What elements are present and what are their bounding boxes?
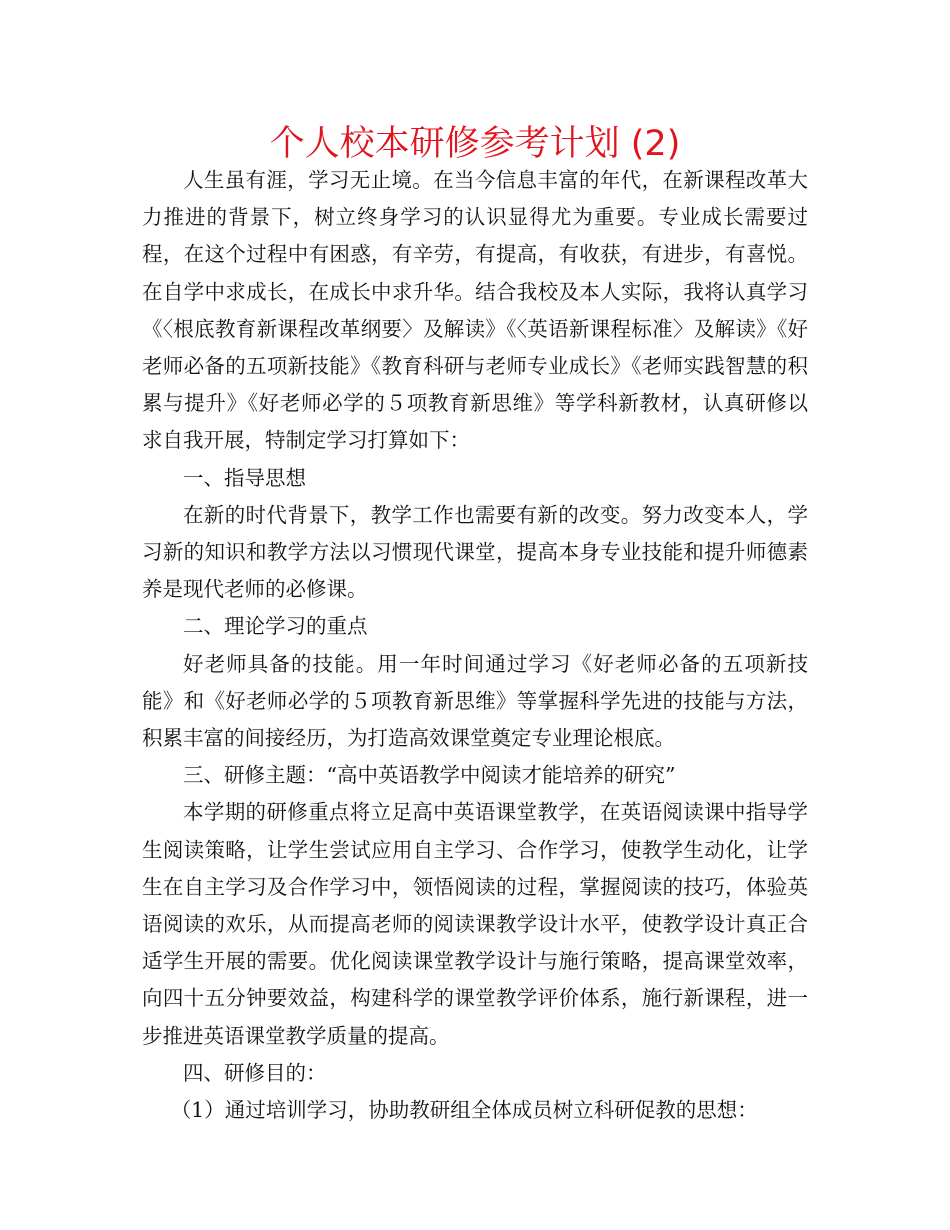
section-4-heading: 四、研修目的： [183,1060,327,1085]
section-2-paragraph: 好老师具备的技能。用一年时间通过学习《好老师必备的五项新技能》和《好老师必学的５项教育新思维》等掌握科学先进的技能与方法，积累丰富的间接经历，为打造高效课堂奠定专业理论根底。 [142,651,808,751]
section-3-heading: 三、研修主题：“高中英语教学中阅读才能培养的研究” [183,763,676,788]
intro-paragraph: 人生虽有涯，学习无止境。在当今信息丰富的年代，在新课程改革大力推进的背景下，树立终身学习的认识显得尤为重要。专业成长需要过程，在这个过程中有困惑，有辛劳，有提高，有收获，有进步，有喜悦。在自学中求成长，在成长中求升华。结合我校及本人实际，我将认真学习《〈根底教育新课程改革纲要〉及解读》《〈英语新课程标准〉及解读》《好老师必备的五项新技能》《教育科研与老师专业成长》《老师实践智慧的积累与提升》《好老师必学的５项教育新思维》等学科新教材，认真研修以求自我开展，特制定学习打算如下： [142,168,808,453]
section-4-item-1: （1）通过培训学习，协助教研组全体成员树立科研促教的思想： [170,1098,758,1123]
document-title: 个人校本研修参考计划 (2) [269,124,681,164]
section-3-paragraph: 本学期的研修重点将立足高中英语课堂教学，在英语阅读课中指导学生阅读策略，让学生尝试应用自主学习、合作学习，使教学生动化，让学生在自主学习及合作学习中，领悟阅读的过程，掌握阅读的技巧，体验英语阅读的欢乐，从而提高老师的阅读课教学设计水平，使教学设计真正合适学生开展的需要。优化阅读课堂教学设计与施行策略，提高课堂效率，向四十五分钟要效益，构建科学的课堂教学评价体系，施行新课程，进一步推进英语课堂教学质量的提高。 [142,800,808,1048]
section-1-heading: 一、指导思想 [183,465,306,490]
section-2-heading: 二、理论学习的重点 [183,614,368,639]
section-1-paragraph: 在新的时代背景下，教学工作也需要有新的改变。努力改变本人，学习新的知识和教学方法以习惯现代课堂，提高本身专业技能和提升师德素养是现代老师的必修课。 [142,502,808,602]
document-body [142,162,808,1129]
